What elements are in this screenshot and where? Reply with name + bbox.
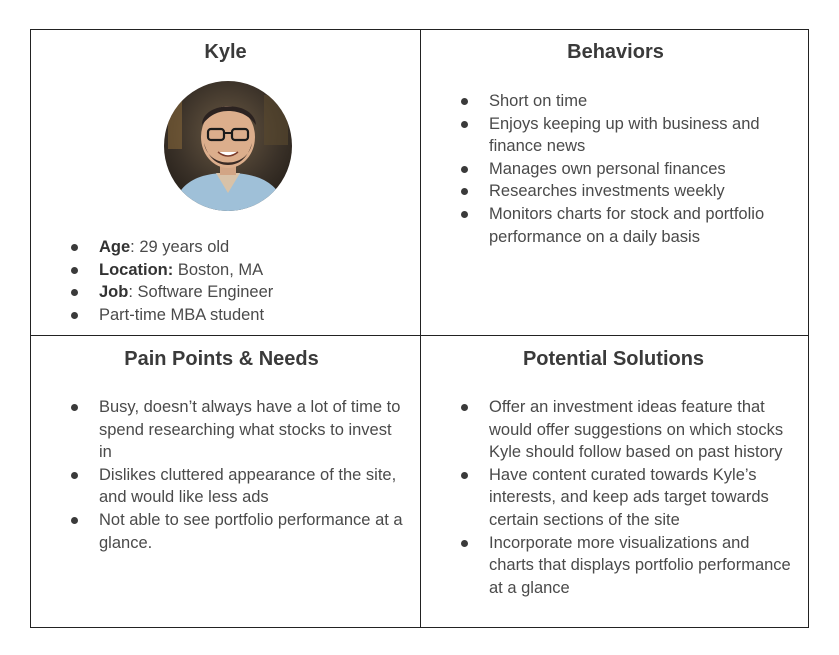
- list-item: Monitors charts for stock and portfolio performance on a daily basis: [452, 203, 797, 248]
- list-item: Short on time: [452, 90, 797, 113]
- behaviors-title: Behaviors: [567, 41, 664, 63]
- persona-detail-job: Job: Software Engineer: [62, 281, 402, 304]
- solutions-cell: [421, 336, 810, 629]
- person-photo-icon: [164, 81, 292, 211]
- list-item: Have content curated towards Kyle’s interests, and keep ads target towards certain sections of the site: [452, 464, 797, 532]
- list-item: Dislikes cluttered appearance of the site, and would like less ads: [62, 464, 407, 509]
- pain-points-list: [62, 396, 407, 554]
- behaviors-cell: [421, 30, 810, 335]
- list-item: Researches investments weekly: [452, 180, 797, 203]
- persona-detail-location: Location: Boston, MA: [62, 259, 402, 282]
- list-item: Not able to see portfolio performance at a glance.: [62, 509, 407, 554]
- behaviors-list: [452, 90, 797, 248]
- persona-table: [30, 29, 809, 628]
- solutions-list: [452, 396, 797, 599]
- persona-detail-student: Part-time MBA student: [62, 304, 402, 327]
- solutions-title: Potential Solutions: [522, 348, 705, 370]
- list-item: Busy, doesn’t always have a lot of time to spend researching what stocks to invest in: [62, 396, 407, 464]
- list-item: Manages own personal finances: [452, 158, 797, 181]
- list-item: Enjoys keeping up with business and finance news: [452, 113, 797, 158]
- persona-cell: [31, 30, 420, 335]
- persona-detail-age: Age: 29 years old: [62, 236, 402, 259]
- pain-points-title: Pain Points & Needs: [124, 348, 319, 370]
- avatar: [164, 81, 292, 211]
- persona-details-list: [62, 236, 402, 326]
- list-item: Incorporate more visualizations and charts that displays portfolio performance at a glance: [452, 532, 797, 600]
- pain-points-cell: [31, 336, 420, 629]
- persona-name: Kyle: [204, 41, 247, 63]
- list-item: Offer an investment ideas feature that would offer suggestions on which stocks Kyle should follow based on past history: [452, 396, 797, 464]
